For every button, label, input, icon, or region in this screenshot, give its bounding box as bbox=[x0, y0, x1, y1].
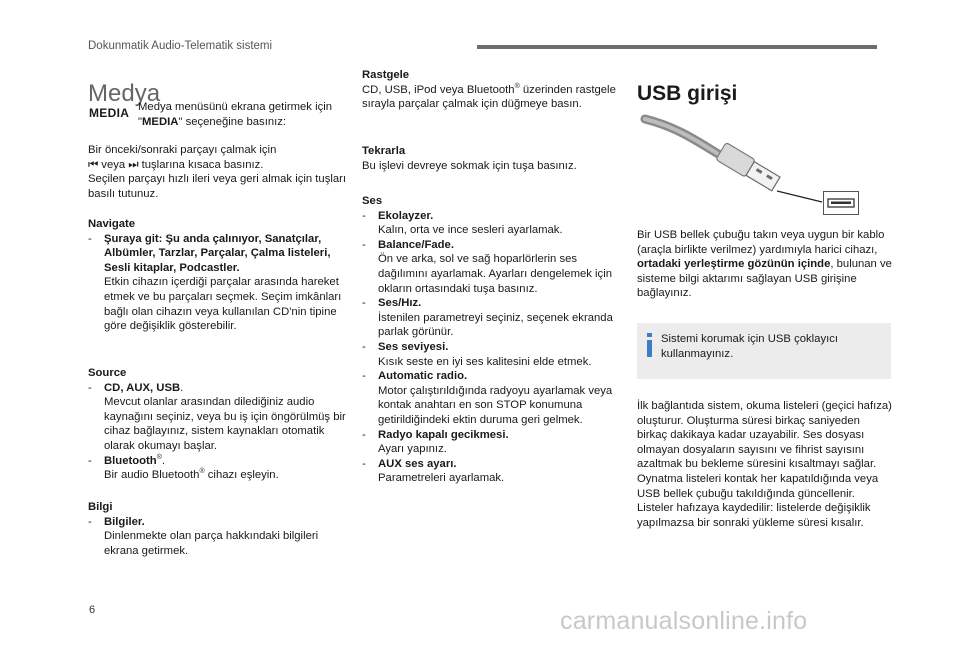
bilgi-item: - Bilgiler. Dinlenmekte olan parça hakkındaki bilgileri ekrana getirmek. bbox=[88, 515, 350, 559]
rastgele-block bbox=[362, 68, 624, 112]
ses-items-list bbox=[362, 209, 624, 486]
navigate-item-title: Şuraya git: Şu anda çalınıyor, Sanatçılar, Albümler, Tarzlar, Parçalar, Çalma listeleri, Sesli kitaplar, Podcastler. bbox=[104, 232, 331, 274]
ses-item-title: AUX ses ayarı. bbox=[378, 457, 457, 470]
source-block bbox=[88, 366, 350, 483]
usb-port-icon bbox=[823, 191, 859, 215]
navigate-heading: Navigate bbox=[88, 218, 136, 230]
running-header: Dokunmatik Audio-Telematik sistemi bbox=[88, 40, 273, 52]
page-number: 6 bbox=[89, 604, 96, 616]
source-item-text: Mevcut olanlar arasından dilediğiniz audio kaynağını seçiniz, veya bu iş için öngörülmüş bir cihaz bağlayınız, sistem kaynakları otomatik olarak okumayı başlar. bbox=[104, 396, 346, 452]
media-instruction: Medya menüsünü ekrana getirmek için "MEDIA" seçeneğine basınız: bbox=[138, 101, 333, 128]
skip-line-3: Seçilen parçayı hızlı ileri veya geri almak için tuşları basılı tutunuz. bbox=[88, 173, 347, 200]
ses-block bbox=[362, 194, 624, 486]
bilgi-item-text: Dinlenmekte olan parça hakkındaki bilgileri ekrana getirmek. bbox=[104, 530, 319, 557]
ses-item-title: Balance/Fade. bbox=[378, 238, 454, 251]
ses-item-title: Automatic radio. bbox=[378, 370, 468, 383]
section-title-usb: USB girişi bbox=[637, 82, 738, 106]
info-icon bbox=[645, 333, 655, 357]
ses-item: - Automatic radio. Motor çalıştırıldığında radyoyu ayarlamak veya kontak anahtarı en son STOP konumuna getirildiğindeki ektin duruma geri gelmek. bbox=[362, 369, 624, 427]
bilgi-heading: Bilgi bbox=[88, 501, 113, 513]
ses-item-text: Ön ve arka, sol ve sağ hoparlörlerin ses dağılımını ayarlamak. Ayarları dengelemek için okların ortasındaki tuşa basınız. bbox=[378, 253, 613, 295]
rastgele-heading: Rastgele bbox=[362, 69, 410, 81]
tekrarla-block bbox=[362, 144, 624, 173]
ses-item-title: Ekolayzer. bbox=[378, 209, 434, 222]
ses-item: - Ses seviyesi. Kısık seste en iyi ses kalitesini elde etmek. bbox=[362, 340, 624, 369]
section-title-medya: Medya bbox=[88, 80, 161, 108]
ses-heading: Ses bbox=[362, 195, 383, 207]
header-bar bbox=[477, 45, 877, 49]
ses-item-text: Motor çalıştırıldığında radyoyu ayarlamak veya kontak anahtarı en son STOP konumuna getirildiğindeki ektin duruma geri gelmek. bbox=[378, 384, 613, 426]
ses-item-title: Ses seviyesi. bbox=[378, 340, 449, 353]
ses-item-text: Ayarı yapınız. bbox=[378, 443, 447, 456]
navigate-item-text: Etkin cihazın içerdiği parçalar arasında hareket etmek ve bu parçaları seçmek. Seçim imkânları bağlı olan cihazın veya kullanılan CD'nin tipine göre değişiklik gösterebilir. bbox=[104, 276, 342, 333]
skip-line-1: Bir önceki/sonraki parçayı çalmak için bbox=[88, 144, 277, 156]
ses-item-title: Ses/Hız. bbox=[378, 297, 422, 310]
ses-item-text: Kısık seste en iyi ses kalitesini elde etmek. bbox=[378, 355, 592, 368]
tekrarla-heading: Tekrarla bbox=[362, 145, 406, 157]
ses-item: - AUX ses ayarı. Parametreleri ayarlamak. bbox=[362, 457, 624, 486]
source-heading: Source bbox=[88, 367, 127, 379]
ses-item: - Ses/Hız. İstenilen parametreyi seçiniz, seçenek ekranda parlak görünür. bbox=[362, 296, 624, 340]
bilgi-block bbox=[88, 500, 350, 558]
ses-item: - Ekolayzer. Kalın, orta ve ince sesleri ayarlamak. bbox=[362, 209, 624, 238]
navigate-block bbox=[88, 217, 350, 334]
skip-line-2: ⏮ veya ⏭ tuşlarına kısaca basınız. bbox=[88, 158, 264, 171]
ses-item: - Radyo kapalı gecikmesi. Ayarı yapınız. bbox=[362, 428, 624, 457]
tekrarla-text: Bu işlevi devreye sokmak için tuşa basınız. bbox=[362, 159, 577, 172]
navigate-item: - Şuraya git: Şu anda çalınıyor, Sanatçılar, Albümler, Tarzlar, Parçalar, Çalma listeleri, Sesli kitaplar, Podcastler. Etkin cihazın içerdiği parçalar arasında hareket etmek ve bu parçaları seçmek. Seçim imkânları bağlı olan cihazın veya kullanılan CD'nin tipine göre değişiklik gösterebilir. bbox=[88, 232, 350, 334]
rastgele-text: CD, USB, iPod veya Bluetooth® üzerinden rastgele sırayla parçalar çalmak için düğmeye basın. bbox=[362, 82, 616, 111]
source-item-bluetooth: - Bluetooth®. Bir audio Bluetooth® cihazı eşleyin. bbox=[88, 453, 279, 482]
ses-item-text: Kalın, orta ve ince sesleri ayarlamak. bbox=[378, 224, 563, 237]
ses-item: - Balance/Fade. Ön ve arka, sol ve sağ hoparlörlerin ses dağılımını ayarlamak. Ayarları dengelemek için okların ortasındaki tuşa basınız. bbox=[362, 238, 624, 296]
usb-instructions: Bir USB bellek çubuğu takın veya uygun bir kablo (araçla birlikte verilmez) yardımıyla harici cihazı, ortadaki yerleştirme gözünün içinde, bulunan ve sisteme bilgi aktarımı sağlayan USB girişine bağlayınız. bbox=[637, 229, 892, 300]
ses-item-title: Radyo kapalı gecikmesi. bbox=[378, 428, 509, 441]
info-box bbox=[637, 323, 891, 379]
ses-item-text: İstenilen parametreyi seçiniz, seçenek ekranda parlak görünür. bbox=[378, 311, 613, 339]
media-button-label: MEDIA bbox=[89, 106, 130, 120]
ses-item-text: Parametreleri ayarlamak. bbox=[378, 472, 505, 485]
source-item-cd-aux-usb: - CD, AUX, USB. Mevcut olanlar arasından dilediğiniz audio kaynağını seçiniz, veya bu iş için öngörülmüş bir cihaz bağlayınız, sistem kaynakları otomatik olarak okumayı başlar. bbox=[88, 381, 350, 454]
watermark: carmanualsonline.info bbox=[560, 607, 808, 635]
skip-instructions bbox=[88, 143, 350, 201]
first-connection-text: İlk bağlantıda sistem, okuma listeleri (geçici hafıza) oluşturur. Oluşturma süresi birkaç saniyeden birkaç dakikaya kadar uzayabilir. Ses dosyası olmayan dosyaların sayısını ve fihrist sayısını azaltmak bu bekleme süresini kısaltmayı sağlar. Oynatma listeleri kontak her kapatıldığında veya USB bellek çubuğu takıldığında güncellenir. Listeler hafızaya kaydedilir: listelerde değişiklik yapılmazsa bir sonraki yükleme süresi kısalır. bbox=[637, 400, 892, 529]
info-text: Sistemi korumak için USB çoklayıcı kullanmayınız. bbox=[661, 333, 839, 360]
